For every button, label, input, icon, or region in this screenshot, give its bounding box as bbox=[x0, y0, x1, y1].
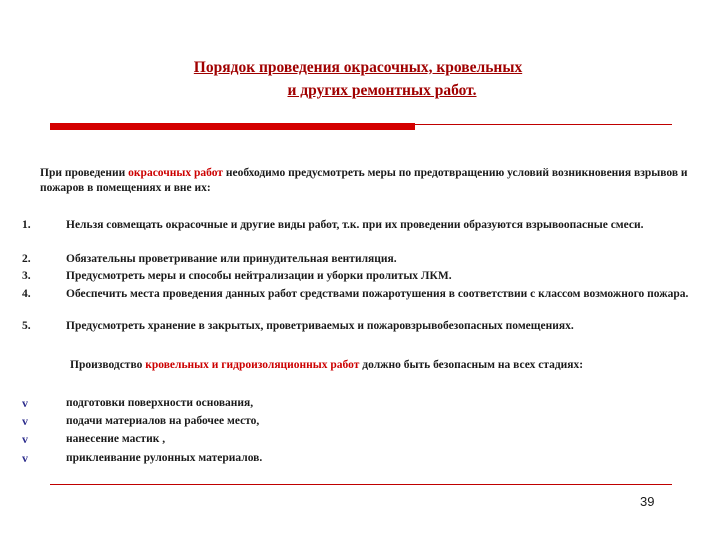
checkmark-bullet-icon: v bbox=[22, 396, 28, 410]
checkmark-bullet-icon: v bbox=[22, 432, 28, 446]
bullet-text: подачи материалов на рабочее место, bbox=[66, 415, 260, 427]
list-number: 5. bbox=[22, 320, 31, 332]
list-number: 2. bbox=[22, 253, 31, 265]
list-text: Нельзя совмещать окрасочные и другие виды работ, т.к. при их проведении образуются взрывоопасные смеси. bbox=[66, 219, 644, 231]
bullet-text: нанесение мастик , bbox=[66, 433, 166, 445]
list-number: 3. bbox=[22, 270, 31, 282]
bullet-text: подготовки поверхности основания, bbox=[66, 397, 254, 409]
title-divider-thick bbox=[50, 123, 415, 130]
slide-title-line-1: Порядок проведения окрасочных, кровельных bbox=[193, 59, 523, 76]
intro-highlight: окрасочных работ bbox=[128, 167, 223, 179]
list-text: Предусмотреть хранение в закрытых, проветриваемых и пожаровзрывобезопасных помещениях. bbox=[66, 320, 574, 332]
list-number: 1. bbox=[22, 219, 31, 231]
list-number: 4. bbox=[22, 288, 31, 300]
list-text: Обязательны проветривание или принудительная вентиляция. bbox=[66, 253, 397, 265]
checkmark-bullet-icon: v bbox=[22, 414, 28, 428]
stages-text-after: должно быть безопасным на всех стадиях: bbox=[359, 359, 584, 371]
intro-text-after: необходимо предусмотреть меры по предотвращению условий возникновения взрывов и пожаров в помещениях и вне их: bbox=[40, 167, 688, 194]
footer-divider bbox=[50, 484, 672, 485]
slide-title-line-2: и других ремонтных работ. bbox=[287, 82, 477, 99]
stages-text-before: Производство bbox=[70, 359, 146, 371]
intro-text-before: При проведении bbox=[40, 167, 129, 179]
stages-highlight: кровельных и гидроизоляционных работ bbox=[145, 359, 360, 371]
intro-paragraph bbox=[40, 166, 690, 196]
list-text: Предусмотреть меры и способы нейтрализации и уборки пролитых ЛКМ. bbox=[66, 270, 452, 282]
bullet-text: приклеивание рулонных материалов. bbox=[66, 452, 263, 464]
stages-paragraph bbox=[70, 358, 710, 373]
checkmark-bullet-icon: v bbox=[22, 451, 28, 465]
page-number: 39 bbox=[640, 494, 655, 509]
list-text: Обеспечить места проведения данных работ средствами пожаротушения в соответствии с классом возможного пожара. bbox=[66, 288, 689, 300]
title-divider-thin bbox=[415, 124, 672, 125]
